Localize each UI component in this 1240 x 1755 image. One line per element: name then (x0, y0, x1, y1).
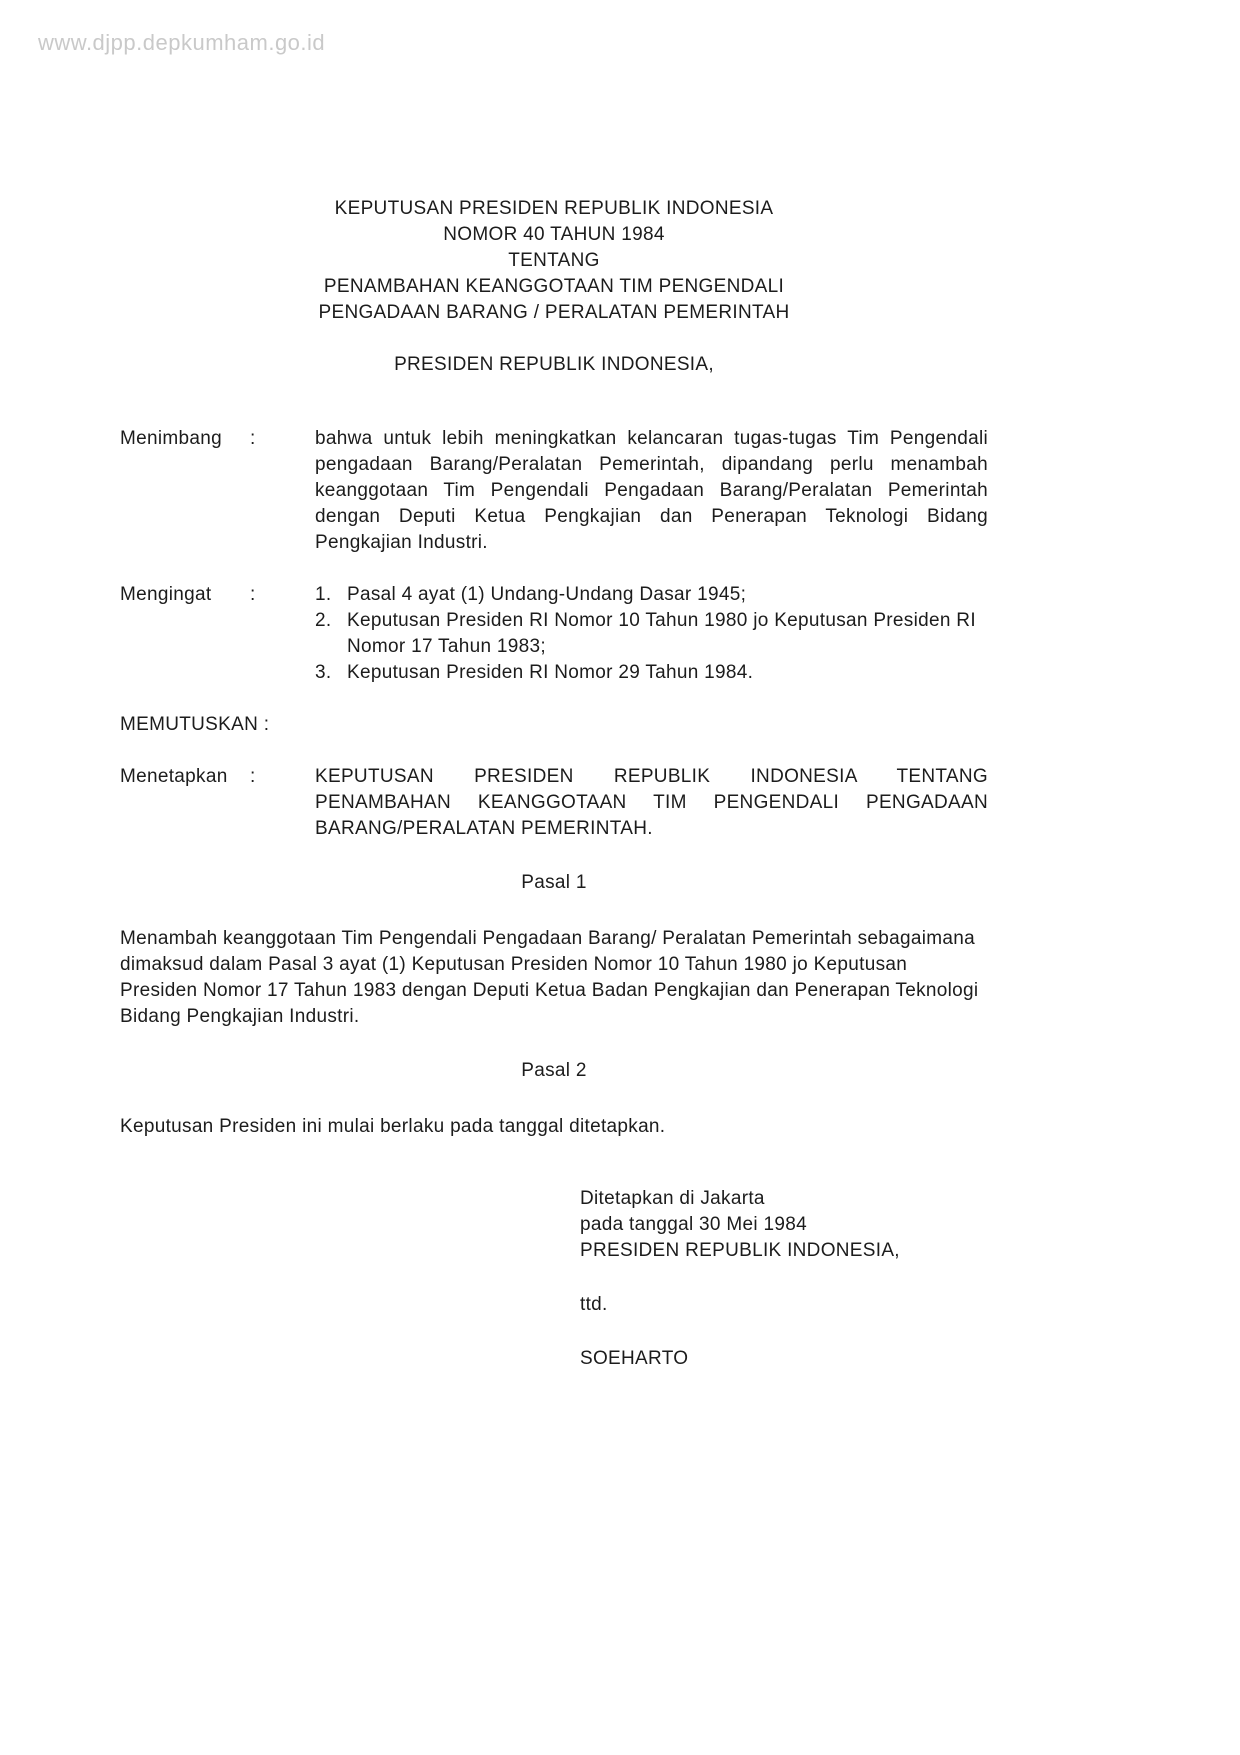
pasal-2-title: Pasal 2 (521, 1060, 587, 1081)
mengingat-clause (120, 582, 988, 686)
signature-block (580, 1186, 988, 1372)
watermark-text: www.djpp.depkumham.go.id (38, 30, 326, 55)
menimbang-label: Menimbang (120, 428, 222, 449)
mengingat-item-1-number: 1. (315, 584, 332, 605)
menetapkan-colon: : (250, 766, 256, 787)
title-line-4: PENAMBAHAN KEANGGOTAAN TIM PENGENDALI (323, 276, 785, 297)
pasal-2-body: Keputusan Presiden ini mulai berlaku pada tanggal ditetapkan. (120, 1116, 666, 1137)
menimbang-clause (120, 426, 988, 556)
signature-ttd: ttd. (580, 1294, 608, 1315)
title-line-2: NOMOR 40 TAHUN 1984 (443, 224, 665, 245)
memutuskan-heading: MEMUTUSKAN : (120, 714, 270, 735)
signature-date: pada tanggal 30 Mei 1984 (580, 1214, 807, 1235)
mengingat-item-1 (315, 582, 988, 608)
mengingat-item-3-text: Keputusan Presiden RI Nomor 29 Tahun 1984. (347, 662, 754, 683)
document-title-block (120, 196, 988, 326)
signature-office: PRESIDEN REPUBLIK INDONESIA, (580, 1240, 900, 1261)
mengingat-list (315, 582, 988, 686)
menetapkan-label: Menetapkan (120, 766, 228, 787)
title-line-1: KEPUTUSAN PRESIDEN REPUBLIK INDONESIA (334, 198, 774, 219)
mengingat-item-1-text: Pasal 4 ayat (1) Undang-Undang Dasar 1945; (347, 584, 747, 605)
signature-place: Ditetapkan di Jakarta (580, 1188, 765, 1209)
pasal-1-body: Menambah keanggotaan Tim Pengendali Pengadaan Barang/ Peralatan Pemerintah sebagaimana dimaksud dalam Pasal 3 ayat (1) Keputusan Presiden Nomor 10 Tahun 1980 jo Keputusan Presiden Nomor 17 Tahun 1983 dengan Deputi Ketua Badan Pengkajian dan Penerapan Teknologi Bidang Pengkajian Industri. (120, 928, 979, 1027)
menetapkan-clause (120, 764, 988, 842)
document-content (120, 196, 988, 1372)
mengingat-item-3-number: 3. (315, 662, 332, 683)
mengingat-item-3 (315, 660, 988, 686)
menimbang-colon: : (250, 428, 256, 449)
pasal-1-title: Pasal 1 (521, 872, 587, 893)
title-line-3: TENTANG (508, 250, 600, 271)
mengingat-item-2-text: Keputusan Presiden RI Nomor 10 Tahun 1980 jo Keputusan Presiden RI Nomor 17 Tahun 1983; (347, 610, 976, 657)
mengingat-label: Mengingat (120, 584, 212, 605)
salutation: PRESIDEN REPUBLIK INDONESIA, (394, 354, 714, 375)
mengingat-colon: : (250, 584, 256, 605)
signature-name: SOEHARTO (580, 1348, 689, 1369)
mengingat-item-2-number: 2. (315, 610, 332, 631)
title-line-5: PENGADAAN BARANG / PERALATAN PEMERINTAH (318, 302, 790, 323)
menetapkan-text: KEPUTUSAN PRESIDEN REPUBLIK INDONESIA TENTANG PENAMBAHAN KEANGGOTAAN TIM PENGENDALI PENGADAAN BARANG/PERALATAN PEMERINTAH. (315, 766, 988, 839)
mengingat-item-2 (315, 608, 988, 660)
menimbang-text: bahwa untuk lebih meningkatkan kelancaran tugas-tugas Tim Pengendali pengadaan Barang/Peralatan Pemerintah, dipandang perlu menambah keanggotaan Tim Pengendali Pengadaan Barang/Peralatan Pemerintah dengan Deputi Ketua Pengkajian dan Penerapan Teknologi Bidang Pengkajian Industri. (315, 428, 988, 553)
